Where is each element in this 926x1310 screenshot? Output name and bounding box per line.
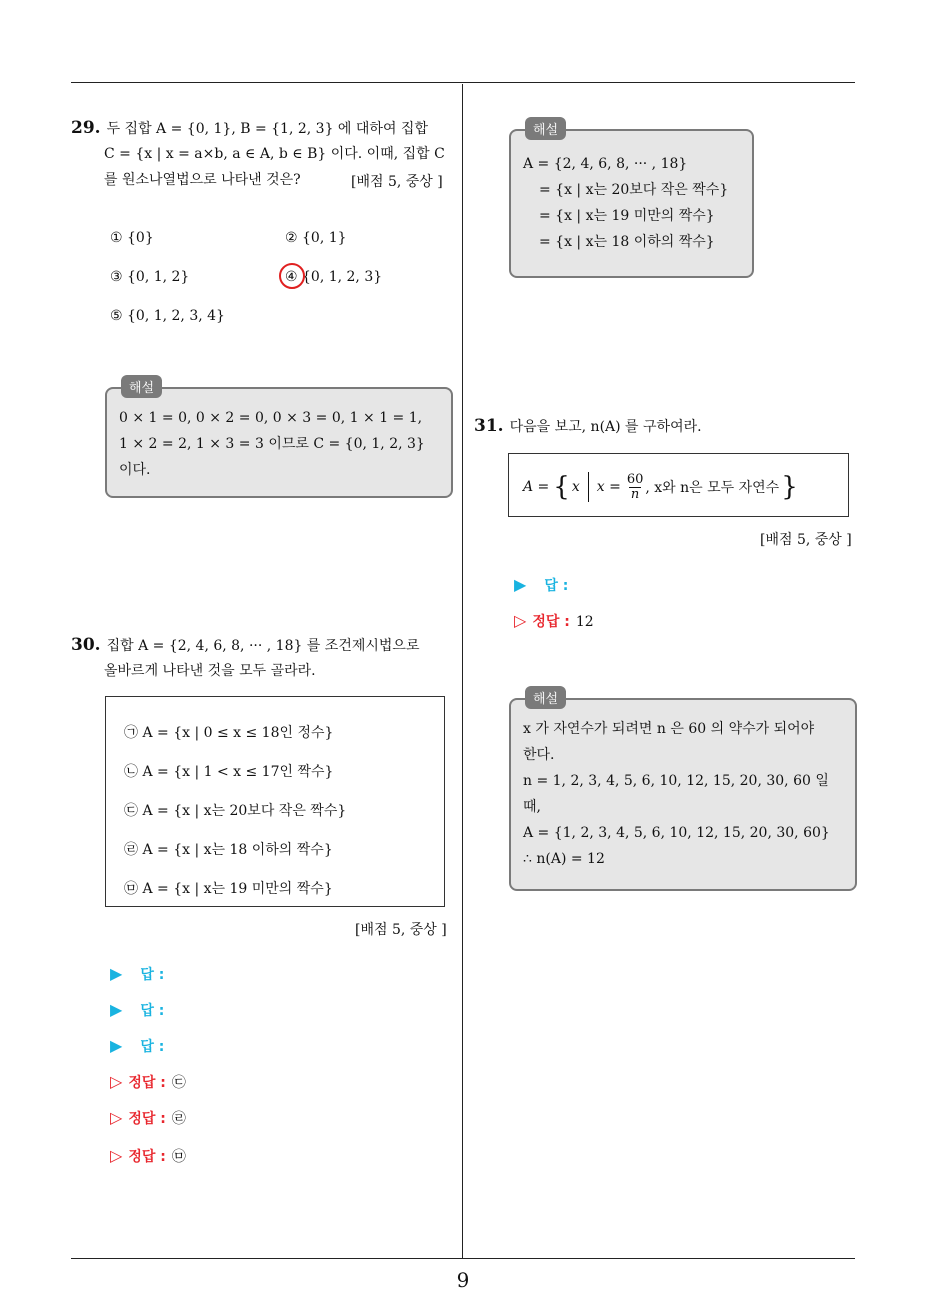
solution-line: = {x | x는 18 이하의 짝수} [539,234,715,250]
solution-label: 해설 [525,686,566,709]
solution-box [105,381,453,498]
set-definition-box [508,453,849,517]
correct-label: 정답 : [128,1149,166,1165]
option-1[interactable]: ① {0} [110,230,154,246]
play-icon: ▶ [110,1000,123,1019]
solution-label: 해설 [525,117,566,140]
question-number: 31. [474,416,504,436]
question-text-line1: 집합 A = {2, 4, 6, 8, ··· , 18} 를 조건제시법으로 [106,638,420,654]
solution-line: = {x | x는 19 미만의 짝수} [539,208,715,224]
triangle-outline-icon: ▷ [514,611,527,630]
option-4[interactable]: ④ {0, 1, 2, 3} [285,269,383,285]
option-3[interactable]: ③ {0, 1, 2} [110,269,190,285]
choice-c[interactable]: ㉢ A = {x | x는 20보다 작은 짝수} [124,803,347,819]
question-number: 29. [71,118,101,138]
correct-label: 정답 : [128,1111,166,1127]
choices-box [105,696,445,907]
fraction-denominator: n [630,486,640,502]
solution-box [509,692,857,891]
solution-line: A = {2, 4, 6, 8, ··· , 18} [523,156,688,172]
question-text-line3: 를 원소나열법으로 나타낸 것은? [104,172,301,188]
choice-a[interactable]: ㉠ A = {x | 0 ≤ x ≤ 18인 정수} [124,725,334,741]
solution-line: = {x | x는 20보다 작은 짝수} [539,182,729,198]
solution-line: 때, [523,799,541,815]
correct-label: 정답 : [128,1075,166,1091]
correct-label: 정답 : [532,614,570,630]
set-equation: x = [596,479,621,495]
correct-answer-row [514,611,594,631]
play-icon: ▶ [110,964,123,983]
correct-value: ㉣ [171,1111,186,1127]
option-5[interactable]: ⑤ {0, 1, 2, 3, 4} [110,308,225,324]
answer-label: 답 : [544,578,569,594]
top-rule [71,82,855,83]
correct-value: ㉢ [171,1075,186,1091]
question-text-line2: 올바르게 나타낸 것을 모두 골라라. [104,663,316,679]
solution-line: 1 × 2 = 2, 1 × 3 = 3 이므로 C = {0, 1, 2, 3} [119,436,425,452]
column-divider [462,84,463,1259]
answer-row[interactable] [110,1000,164,1020]
solution-line: 한다. [523,747,555,763]
score-label: [배점 5, 중상 ] [760,532,852,548]
triangle-outline-icon: ▷ [110,1108,123,1127]
set-variable: x [571,479,580,495]
solution-line: 이다. [119,462,151,478]
question-text-line1: 다음을 보고, n(A) 를 구하여라. [509,419,702,435]
answer-row[interactable] [110,1036,164,1056]
fraction-numerator: 60 [626,471,644,487]
solution-line: x 가 자연수가 되려면 n 은 60 의 약수가 되어야 [523,721,815,737]
fraction [627,473,644,502]
answer-label: 답 : [140,1039,165,1055]
correct-answer-row [110,1072,186,1092]
play-icon: ▶ [110,1036,123,1055]
play-icon: ▶ [514,575,527,594]
bottom-rule [71,1258,855,1259]
selected-answer-circle-icon [279,263,305,289]
choice-b[interactable]: ㉡ A = {x | 1 < x ≤ 17인 짝수} [124,764,334,780]
solution-line: 0 × 1 = 0, 0 × 2 = 0, 0 × 3 = 0, 1 × 1 = 1, [119,410,423,426]
correct-answer-row [110,1146,186,1166]
solution-box [509,123,754,278]
set-divider-icon [588,472,589,502]
option-2[interactable]: ② {0, 1} [285,230,347,246]
left-brace-icon: { [553,472,570,502]
solution-line: A = {1, 2, 3, 4, 5, 6, 10, 12, 15, 20, 30, 60} [523,825,830,841]
answer-row[interactable] [514,575,568,595]
answer-row[interactable] [110,964,164,984]
solution-line: n = 1, 2, 3, 4, 5, 6, 10, 12, 15, 20, 30, 60 일 [523,773,829,789]
choice-d[interactable]: ㉣ A = {x | x는 18 이하의 짝수} [124,842,333,858]
triangle-outline-icon: ▷ [110,1146,123,1165]
correct-value: ㉤ [171,1149,186,1165]
set-lhs: A = [523,479,550,495]
triangle-outline-icon: ▷ [110,1072,123,1091]
correct-answer-row [110,1108,186,1128]
solution-line: ∴ n(A) = 12 [523,851,605,867]
solution-label: 해설 [121,375,162,398]
question-text-line2: C = {x | x = a×b, a ∈ A, b ∈ B} 이다. 이때, 집합 C [104,146,445,162]
choice-e[interactable]: ㉤ A = {x | x는 19 미만의 짝수} [124,881,333,897]
score-label: [배점 5, 중상 ] [355,922,447,938]
right-brace-icon: } [781,472,798,502]
page-number: 9 [456,1268,470,1292]
question-number: 30. [71,635,101,655]
answer-label: 답 : [140,1003,165,1019]
correct-value: 12 [575,614,594,630]
set-condition: , x와 n은 모두 자연수 [645,480,780,496]
question-text-line1: 두 집합 A = {0, 1}, B = {1, 2, 3} 에 대하여 집합 [106,121,428,137]
answer-label: 답 : [140,967,165,983]
score-label: [배점 5, 중상 ] [351,174,443,190]
